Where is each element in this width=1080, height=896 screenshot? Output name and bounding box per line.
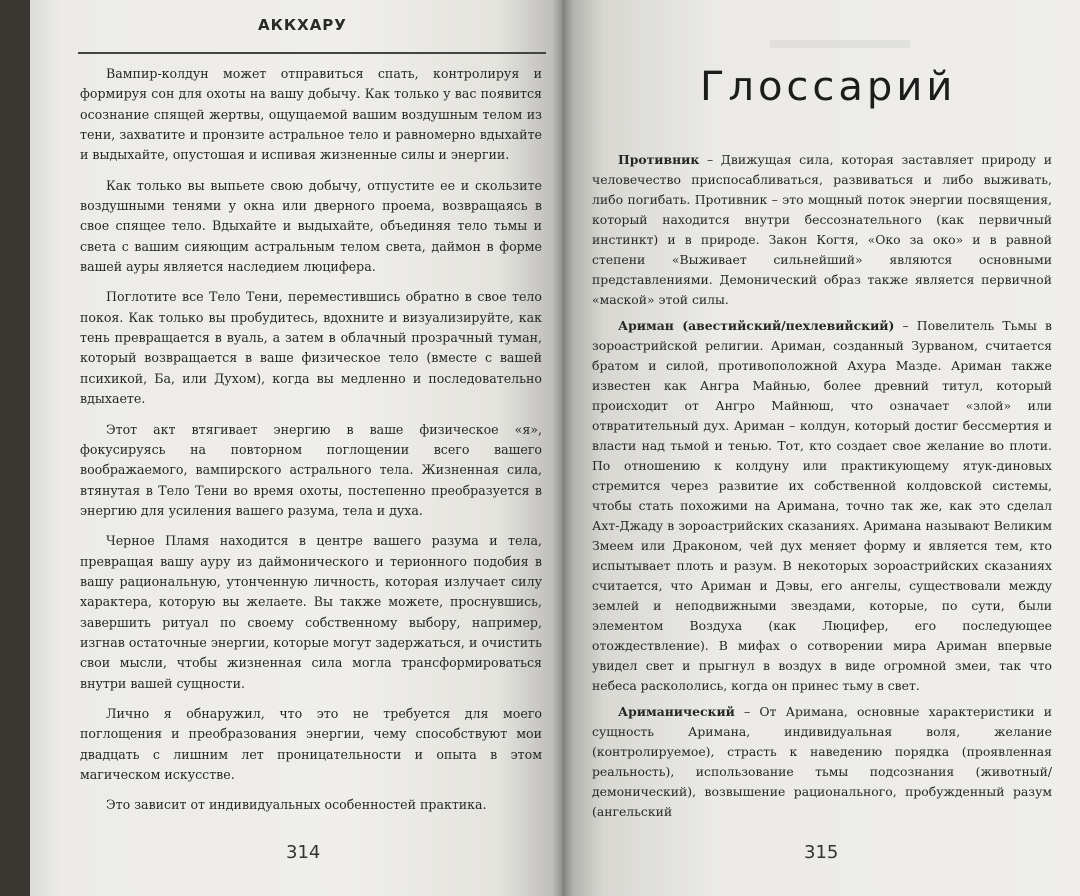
glossary-term: Ариман (авестийский/пехлевийский) <box>618 318 895 333</box>
paragraph: Вампир-колдун может отправиться спать, контролируя и формируя сон для охоты на вашу добычу. Как только у вас появится осознание спящей жертвы, ощущаемой вашим воздушным телом из тени, захватите и пронзите астральное тело и равномерно вдыхайте и выдыхайте, опустошая и испивая жизненные силы и энергии. <box>80 66 542 163</box>
glossary-entry <box>592 150 1052 310</box>
paragraph: Поглотите все Тело Тени, переместившись обратно в свое тело покоя. Как только вы пробудитесь, вдохните и визуализируйте, как тень превращается в вуаль, а затем в облачный прозрачный туман, который возвращается в ваше физическое тело (вместе с вашей психикой, Ба, или Духом), когда вы медленно и последовательно вдыхаете. <box>80 289 542 407</box>
glossary-definition: – Движущая сила, которая заставляет природу и человечество приспосабливаться, развиваться и либо выживать, либо погибать. Противник – это мощный поток энергии посвящения, который находится внутри бессознательного (как первичный инстинкт) и в природе. Закон Когтя, «Око за око» и в равной степени «Выживает сильнейший» являются основными представлениями. Демонический образ также является первичной «маской» этой силы. <box>592 152 1052 307</box>
glossary-term: Противник <box>618 152 700 167</box>
page-number-right: 315 <box>804 842 839 863</box>
glossary-entry <box>592 702 1052 822</box>
paragraph: Как только вы выпьете свою добычу, отпустите ее и скользите воздушными тенями у окна или дверного проема, возвращаясь в свое спящее тело. Вдыхайте и выдыхайте, объединяя тело тьмы и света с вашим сияющим астральным телом света, даймон в форме вашей ауры является наследием люцифера. <box>80 177 542 275</box>
paragraph: Этот акт втягивает энергию в ваше физическое «я», фокусируясь на повторном поглощении всего вашего воображаемого, вампирского астрального тела. Жизненная сила, втянутая в Тело Тени во время охоты, постепенно преобразуется в энергию для усиления вашего разума, тела и духа. <box>80 421 542 518</box>
glossary-definition: – От Аримана, основные характеристики и сущность Аримана, индивидуальная воля, желание (контролируемое), страсть к наведению порядка (проявленная реальность), использование тьмы подсознания (животный/демонический), возвышение рационального, пробужденный разум (ангельский <box>592 704 1052 819</box>
glossary-term: Ариманический <box>618 704 735 719</box>
show-through-text <box>770 40 910 48</box>
paragraph: Лично я обнаружил, что это не требуется для моего поглощения и преобразования энергии, чему способствуют мои двадцать с лишним лет проницательности и опыта в этом магическом искусстве. <box>80 705 542 782</box>
running-head: АККХАРУ <box>258 16 347 34</box>
glossary-title: Глоссарий <box>700 64 957 110</box>
glossary-text <box>592 150 1052 828</box>
page-number-left: 314 <box>286 842 321 863</box>
glossary-entry <box>592 316 1052 696</box>
left-page-text <box>80 64 542 826</box>
glossary-definition: – Повелитель Тьмы в зороастрийской религии. Ариман, созданный Зурваном, считается братом и силой, противоположной Ахура Мазде. Ариман также известен как Ангра Майнью, более древний титул, который происходит от Ангро Майнюш, что означает «злой» или отвратительный дух. Ариман – колдун, который достиг бессмертия и власти над тьмой и тенью. Тот, кто создает свое желание во плоти. По отношению к колдуну или практикующему ятук-диновых стремится через развитие их собственной колдовской системы, чтобы стать похожими на Аримана, точно так же, как это сделал Ахт-Джаду в зороастрийских сказаниях. Аримана называют Великим Змеем или Драконом, чей дух меняет форму и является тем, кто испытывает плоть и разум. В некоторых зороастрийских сказаниях считается, что Ариман и Дэвы, его ангелы, существовали между землей и неподвижными звездами, которые, по сути, были элементом Воздуха (как Люцифер, его последующее отождествление). В мифах о сотворении мира Ариман впервые увидел свет и прыгнул в воздух в виде огромной змеи, так что небеса раскололись, когда он принес тьму в свет. <box>592 318 1052 693</box>
paragraph: Это зависит от индивидуальных особенностей практика. <box>106 797 487 813</box>
paragraph: Черное Пламя находится в центре вашего разума и тела, превращая вашу ауру из даймонического и терионного подобия в вашу рациональную, утонченную личность, которая излучает силу характера, которую вы желаете. Вы также можете, проснувшись, завершить ритуал по своему собственному выбору, например, изгнав остаточные энергии, которые могут задержаться, и очистить свои мысли, чтобы жизненная сила могла трансформироваться внутри вашей сущности. <box>80 533 542 691</box>
header-rule <box>78 52 546 54</box>
book-spine-shadow <box>552 0 574 896</box>
